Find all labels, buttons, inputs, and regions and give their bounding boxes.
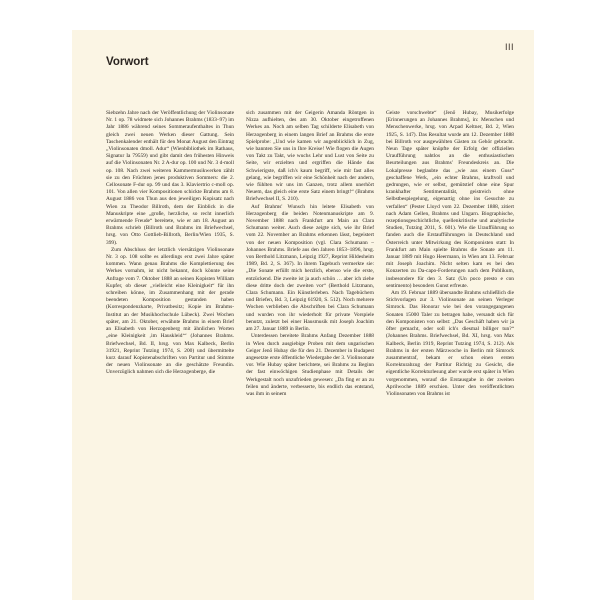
paragraph: Unterdessen bereitete Brahms Anfang Dezember 1888 in Wien durch ausgiebige Proben mit dem ungarischen Geiger Jenő Hubay die für den 21. Dezember in Budapest angesetzte erste öffentliche Wiedergabe der 3. Violinsonate vor. Wie Hubay später berichtete, sei Brahms zu Beginn der fast einwöchigen Studienphase mit Details der Werkgestalt noch unzufrieden gewesen: „Da fing er an zu feilen und änderte, verbesserte, bis endlich das entstand, was ihm in seinem [246,333,374,397]
text-column [106,110,234,596]
paragraph: Geiste vorschwebte“ (Jenő Hubay, Musikerfolge [Erinnerungen an Johannes Brahms], in: Menschen und Menschenwerke, hrsg. von Arpad Keltner, Bd. 2, Wien 1925, S. 147). Das Resultat wurde am 12. Dezember 1888 bei Billroth vor ausgewählten Gästen zu Gehör gebracht. Neun Tage später knüpfte der Erfolg der offiziellen Uraufführung nahtlos an die enthusiastischen Beurteilungen aus Brahms' Freundeskreis an. Die Lokalpresse beglaubte das „wie aus einem Guss“ geschaffene Werk, „ein echter Brahms, kraftvoll und gedrungen, wie er selbst, gemütstief ohne eine Spur krankhafter Sentimentalität, geistreich ohne Selbstbespiegelung, eigenartig ohne ins Gesuchte zu verfallen“ (Pester Lloyd vom 22. Dezember 1888, zitiert nach Adam Gellen, Brahms und Ungarn. Biographische, rezeptionsgeschichtliche, quellenkritische und analytische Studien, Tutzing 2011, S. 601). Wie die Uraufführung so fanden auch die Erstaufführungen in Deutschland und Österreich unter Mitwirkung des Komponisten statt: In Frankfurt am Main spielte Brahms die Sonate am 11. Januar 1889 mit Hugo Heermann, in Wien am 13. Februar mit Joseph Joachim. Nicht selten kam es bei den Konzerten zu Da-capo-Forderungen nach dem Publikum, insbesondere für den 3. Satz (Un poco presto e con sentimento) besonders Gunst erfreute. [386,110,514,289]
text-column [246,110,374,596]
paragraph: sich zusammen mit der Geigerin Amanda Röntgen in Nizza aufhielten, des am 30. Oktober eingetroffenen Werkes an. Noch am selben Tag schilderte Elisabeth von Herzogenberg in einem langen Brief an Brahms die erste Spielprobe: „Und wie kamen wir augenblicklich in Zug, wie bannten Sie uns in Ihre Kreise! Wie flogen die Augen von Takt zu Takt, wie wuchs Lehr und Lust von Seite zu Seite, wir erzielten und ergriffen die Hände das Schwierigste, daß ich's kaum begriff, wie mir fast alles gelang, wie begriffen wir eine Schönheit nach der andern, wie fühlten wir uns im Ganzen, trotz allem unerhört Neuem, das gleich eine erste Satz einem bringt!“ (Brahms Briefwechsel II, S. 210). [246,110,374,203]
section-heading: Vorwort [106,56,149,68]
book-page [72,30,534,600]
text-columns [106,110,514,596]
page-number: III [504,42,514,52]
paragraph: Zum Abschluss der letztlich viersätzigen Violinsonate Nr. 3 op. 108 sollte es allerdings erst zwei Jahre später kommen. Wann genau Brahms die Komplettierung des Werkes vornahm, ist nicht bekannt, doch könnte seine Anfrage vom 7. Oktober 1888 an seinen Kopisten William Kupfer, ob dieser „vielleicht eine Kleinigkeit“ für ihn schreiben könne, im Zusammenhang mit der gerade beendeten Komposition gestanden haben (Korrespondenzkarte, Privatbesitz; Kopie im Brahms-Institut an der Musikhochschule Lübeck). Zwei Wochen später, am 21. Oktober, erwähnte Brahms in einem Brief an Elisabeth von Herzogenberg mit ähnlichen Worten „eine Kleinigkeit ‚im Hauskleid‘“ (Johannes Brahms. Briefwechsel, Bd. II, hrsg. von Max Kalbeck, Berlin 31921, Reprint Tutzing 1974, S. 200) und übermittelte kurz darauf Kopistenabschriften von Partitur und Stimme der neuen Violinsonate an die geschätzte Freundin. Unverzüglich nahmen sich die Herzogenberge, die [106,246,234,376]
paragraph: Am 19. Februar 1889 übersandte Brahms schließlich die Stichvorlagen zur 3. Violinsonate an seinen Verleger Simrock. Das Honorar wie bei den vorangegangenen Sonaten 15000 Taler zu betragen habe, versandt sich für den Komponisten von selbst: „Das Geschäft haben wir ja öfter gemacht, oder soll ich's diesmal billiger tun?“ (Johannes Brahms. Briefwechsel, Bd. XI, hrsg. von Max Kalbeck, Berlin 1919, Reprint Tutzing 1974, S. 212). Als Brahms in der ersten Märzwoche in Berlin mit Simrock zusammentraf, bekam er schon einen ersten Korrekturabzug der Partitur Richtig zu Gesicht, die eigentliche Korrekturlesung aber wurde erst später in Wien vorgenommen, worauf die Erstausgabe in der zweiten Aprilwoche 1889 erschien. Unter den veröffentlichten Violinsonaten von Brahms ist [386,290,514,397]
paragraph: Auf Brahms' Wunsch hin leitete Elisabeth von Herzogenberg die beiden Notenmanuskripte am 9. November 1888 nach Frankfurt am Main an Clara Schumann weiter. Auch diese zeigte sich, wie ihr Brief vom 22. November an Brahms erkennen lässt, begeistert von der neuen Komposition (vgl. Clara Schumann – Johannes Brahms. Briefe aus den Jahren 1853–1896, hrsg. von Berthold Litzmann, Leipzig 1927, Reprint Hildesheim 1989, Bd. 2, S. 367). In ihrem Tagebuch vermerkte sie: „Die Sonate erfüllt mich herzlich, ebenso wie die erste, entzückend. Die zweite ist ja auch schön … aber ich ziehe diese dritte doch der zweiten vor“ (Berthold Litzmann, Clara Schumann. Ein Künstlerleben. Nach Tagebüchern und Briefen, Bd. 3, Leipzig 61920, S. 512). Noch mehrere Wochen verblieben die Abschriften bei Clara Schumann und wurden von ihr wiederholt für private Vorspiele benutzt, zuletzt bei einer Hausmusik mit Joseph Joachim am 27. Januar 1889 in Berlin. [246,203,374,333]
paragraph: Siebzehn Jahre nach der Veröffentlichung der Violinsonate Nr. 1 op. 78 widmete sich Johannes Brahms (1833–97) im Jahr 1886 während seines Sommeraufenthaltes in Thun gleich zwei neuen Werken dieser Gattung. Sein Taschenkalender enthält für den Monat August den Eintrag „Violinsonaten dmoll. Adur“ (Wienbibliothek im Rathaus, Signatur Ia 79559) und gibt damit den frühesten Hinweis auf die Violinsonaten Nr. 2 A-dur op. 100 und Nr. 3 d-moll op. 108. Nach zwei weiteren Kammermusikwerken zählt sie zu den Früchten jenes produktiven Sommers: die 2. Cellosonate F-dur op. 99 und das 3. Klaviertrio c-moll op. 101. Von allen vier Kompositionen schickte Brahms am 8. August 1886 von Thun aus den jeweiligen Kopisatz nach Wien zu Theodor Billroth, dem der Einblick in die Manuskripte eine „große, herzliche, so recht innerlich erwärmende Freude“ bereitete, wie er am 18. August an Brahms schrieb (Billroth und Brahms im Briefwechsel, hrsg. von Otto Gottlieb-Billroth, Berlin/Wien 1935, S. 399). [106,110,234,246]
text-column [386,110,514,596]
